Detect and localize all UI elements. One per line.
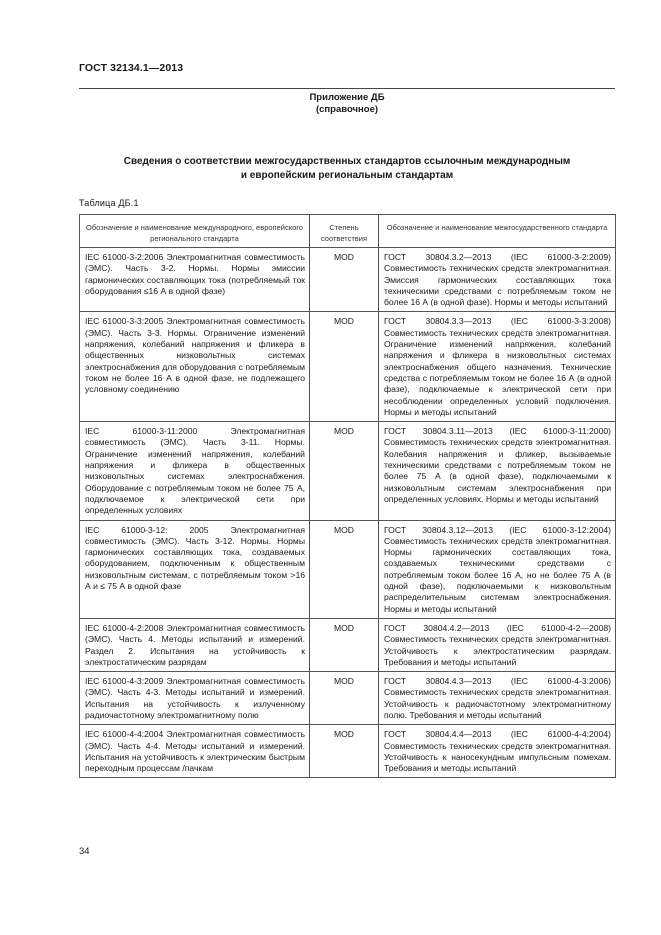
cell-degree: MOD xyxy=(310,520,379,618)
cell-interstate-standard: ГОСТ 30804.3.2—2013 (IEC 61000-3-2:2009) Совместимость технических средств электромагнитная. Эмиссия гармонических составляющих тока техническими средствами с потребляемым током не более 16 А (в одной фазе). Нормы и методы испытаний xyxy=(379,248,616,312)
appendix-heading xyxy=(79,92,615,116)
cell-degree: MOD xyxy=(310,725,379,778)
appendix-subtitle: (справочное) xyxy=(315,104,379,115)
table-row xyxy=(80,725,616,778)
document-code: ГОСТ 32134.1—2013 xyxy=(79,62,184,74)
cell-degree: MOD xyxy=(310,248,379,312)
correspondence-table xyxy=(79,214,616,778)
cell-degree: MOD xyxy=(310,672,379,725)
header-degree-of-correspondence: Степень соответствия xyxy=(310,215,379,248)
section-title-line-1: Сведения о соответствии межгосударственных стандартов ссылочным международным xyxy=(123,156,571,167)
table-row xyxy=(80,248,616,312)
cell-interstate-standard: ГОСТ 30804.4.2—2013 (IEC 61000-4-2—2008) Совместимость технических средств электромагнитная. Устойчивость к электростатическим разрядам. Требования и методы испытаний xyxy=(379,618,616,671)
table-row xyxy=(80,520,616,618)
header-interstate-standard: Обозначение и наименование межгосударственного стандарта xyxy=(379,215,616,248)
page-number: 34 xyxy=(79,846,90,857)
cell-degree: MOD xyxy=(310,422,379,520)
cell-international-standard: IEC 61000-4-3:2009 Электромагнитная совместимость (ЭМС). Часть 4-3. Методы испытаний и измерений. Испытания на устойчивость к излученному радиочастотному электромагнитному полю xyxy=(80,672,310,725)
table-caption: Таблица ДБ.1 xyxy=(79,198,139,208)
cell-international-standard: IEC 61000-4-2:2008 Электромагнитная совместимость (ЭМС). Часть 4. Методы испытаний и измерений. Раздел 2. Испытания на устойчивость к электростатическим разрядам xyxy=(80,618,310,671)
cell-interstate-standard: ГОСТ 30804.4.4—2013 (IEC 61000-4-4:2004) Совместимость технических средств электромагнитная. Устойчивость к наносекундным импульсным помехам. Требования и методы испытаний xyxy=(379,725,616,778)
table-row xyxy=(80,312,616,422)
cell-international-standard: IEC 61000-3-2:2006 Электромагнитная совместимость (ЭМС). Часть 3-2. Нормы. Нормы эмиссии гармонических составляющих тока (потребляемый ток оборудования ≤16 А в одной фазе) xyxy=(80,248,310,312)
cell-international-standard: IEC 61000-3-11:2000 Электромагнитная совместимость (ЭМС). Часть 3-11. Нормы. Ограничение изменений напряжения, колебаний напряжения и фликера в общественных низковольтных системах электроснабжения. Оборудование с потребляемым током не более 75 А, подключаемое к электрической сети при определенных условиях xyxy=(80,422,310,520)
cell-interstate-standard: ГОСТ 30804.3.12—2013 (IEC 61000-3-12:2004) Совместимость технических средств электромагнитная. Нормы гармонических составляющих тока, создаваемых техническими средствами с потребляемым током более 16 А, но не более 75 А (в одной фазе), подключаемыми к низковольтным распределительным системам электроснабжения. Нормы и методы испытаний xyxy=(379,520,616,618)
cell-international-standard: IEC 61000-4-4:2004 Электромагнитная совместимость (ЭМС). Часть 4-4. Методы испытаний и измерений. Испытания на устойчивость к электрическим быстрым переходным процессам /пачкам xyxy=(80,725,310,778)
cell-interstate-standard: ГОСТ 30804.3.3—2013 (IEC 61000-3-3:2008) Совместимость технических средств электромагнитная. Ограничение изменений напряжения, колебаний напряжения и фликера в низковольтных системах электроснабжения общего назначения. Технические средства с потребляемым током не более 16 А (в одной фазе), подключаемые к электрической сети при несоблюдении определенных условий подключения. Нормы и методы испытаний xyxy=(379,312,616,422)
table-row xyxy=(80,618,616,671)
cell-degree: MOD xyxy=(310,312,379,422)
cell-international-standard: IEC 61000-3-3:2005 Электромагнитная совместимость (ЭМС). Часть 3-3. Нормы. Ограничение изменений напряжения, колебаний напряжения и фликера в общественных низковольтных системах электроснабжения для оборудования с потребляемым током не более 16 А в одной фазе, не подлежащего условному соединению xyxy=(80,312,310,422)
section-title-line-2: и европейским региональным стандартам xyxy=(240,170,454,181)
table-row xyxy=(80,422,616,520)
cell-interstate-standard: ГОСТ 30804.3.11—2013 (IEC 61000-3-11:2000) Совместимость технических средств электромагнитная. Колебания напряжения и фликер, вызываемые техническими средствами с потребляемым током не более 75 А (в одной фазе), подключаемыми к низковольтным системам электроснабжения при определенных условиях. Нормы и методы испытаний xyxy=(379,422,616,520)
header-international-standard: Обозначение и наименование международного, европейского регионального стандарта xyxy=(80,215,310,248)
correspondence-table-container xyxy=(79,214,615,778)
cell-degree: MOD xyxy=(310,618,379,671)
cell-interstate-standard: ГОСТ 30804.4.3—2013 (IEC 61000-4-3:2006) Совместимость технических средств электромагнитная. Устойчивость к радиочастотному электромагнитному полю. Требования и методы испытаний xyxy=(379,672,616,725)
table-row xyxy=(80,672,616,725)
appendix-title: Приложение ДБ xyxy=(309,92,385,103)
cell-international-standard: IEC 61000-3-12: 2005 Электромагнитная совместимость (ЭМС). Часть 3-12. Нормы. Нормы гармонических составляющих тока, создаваемых оборудованием, подключенным к общественным низковольтным системам, с потребляемым током >16 А и ≤ 75 А в одной фазе xyxy=(80,520,310,618)
table-header-row xyxy=(80,215,616,248)
header-divider xyxy=(79,88,615,89)
section-title xyxy=(79,155,615,183)
